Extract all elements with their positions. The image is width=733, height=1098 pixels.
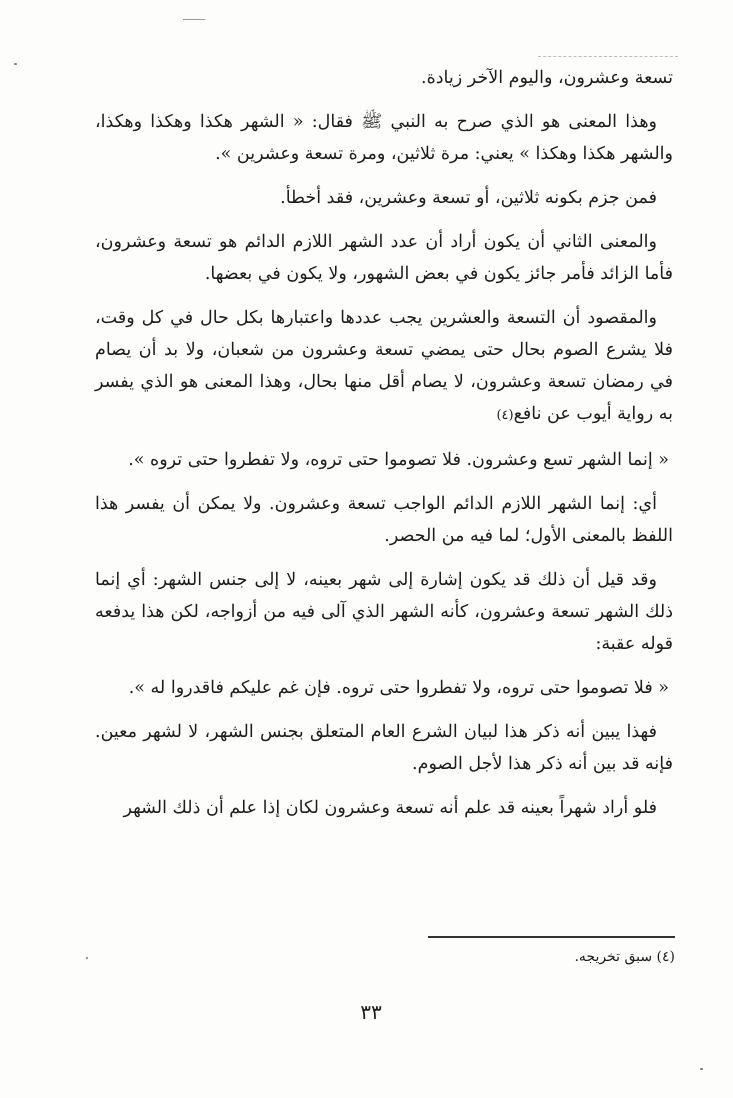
scan-speck: [86, 957, 88, 959]
scan-speck: [14, 63, 17, 65]
paragraph: والمعنى الثاني أن يكون أراد أن عدد الشهر اللازم الدائم هو تسعة وعشرون، فأما الزائد فأمر جائز يكون في بعض الشهور، ولا يكون في بعضها.: [95, 232, 673, 284]
scan-mark: [183, 19, 205, 20]
paragraph: فهذا يبين أنه ذكر هذا لبيان الشرع العام المتعلق بجنس الشهر، لا لشهر معين. فإنه قد بين أنه ذكر هذا لأجل الصوم.: [95, 722, 673, 774]
paragraph: فلو أراد شهراً بعينه قد علم أنه تسعة وعشرون لكان إذا علم أن ذلك الشهر: [123, 798, 657, 818]
footnote-divider: [428, 936, 675, 938]
footnote: (٤) سبق تخريجه.: [574, 949, 675, 965]
hadith-quote: « إنما الشهر تسع وعشرون. فلا تصوموا حتى تروه، ولا تفطروا حتى تروه ».: [128, 450, 669, 470]
paragraph: فمن جزم بكونه ثلاثين، أو تسعة وعشرين، فقد أخطأ.: [280, 188, 657, 208]
body-text: [95, 62, 673, 836]
paragraph: [95, 302, 673, 432]
paragraph: وقد قيل أن ذلك قد يكون إشارة إلى شهر بعينه، لا إلى جنس الشهر: أي إنما ذلك الشهر تسعة وعشرون، كأنه الشهر الذي آلى فيه من أزواجه، لكن هذا يدفعه قوله عقبة:: [95, 570, 673, 654]
paragraph-text: والمقصود أن التسعة والعشرين يجب عددها واعتبارها بكل حال في كل وقت، فلا يشرع الصوم بحال حتى يمضي تسعة وعشرون من شعبان، ولا بد أن يصام في رمضان تسعة وعشرون، لا يصام أقل منها بحال، وهذا المعنى هو الذي يفسر به رواية أيوب عن نافع: [95, 308, 673, 424]
paragraph: تسعة وعشرون، واليوم الآخر زيادة.: [421, 68, 673, 88]
footnote-reference: (٤): [496, 408, 514, 423]
scan-speck: [700, 1068, 703, 1070]
paragraph: وهذا المعنى هو الذي صرح به النبي ﷺ فقال: « الشهر هكذا وهكذا وهكذا، والشهر هكذا وهكذا » يعني: مرة ثلاثين، ومرة تسعة وعشرين ».: [95, 112, 673, 164]
page-number: ٣٣: [360, 1000, 382, 1024]
scan-mark: [538, 56, 678, 57]
paragraph: أي: إنما الشهر اللازم الدائم الواجب تسعة وعشرون. ولا يمكن أن يفسر هذا اللفظ بالمعنى الأول؛ لما فيه من الحصر.: [95, 494, 673, 546]
hadith-quote: « فلا تصوموا حتى تروه، ولا تفطروا حتى تروه. فإن غم عليكم فاقدروا له ».: [128, 678, 669, 698]
